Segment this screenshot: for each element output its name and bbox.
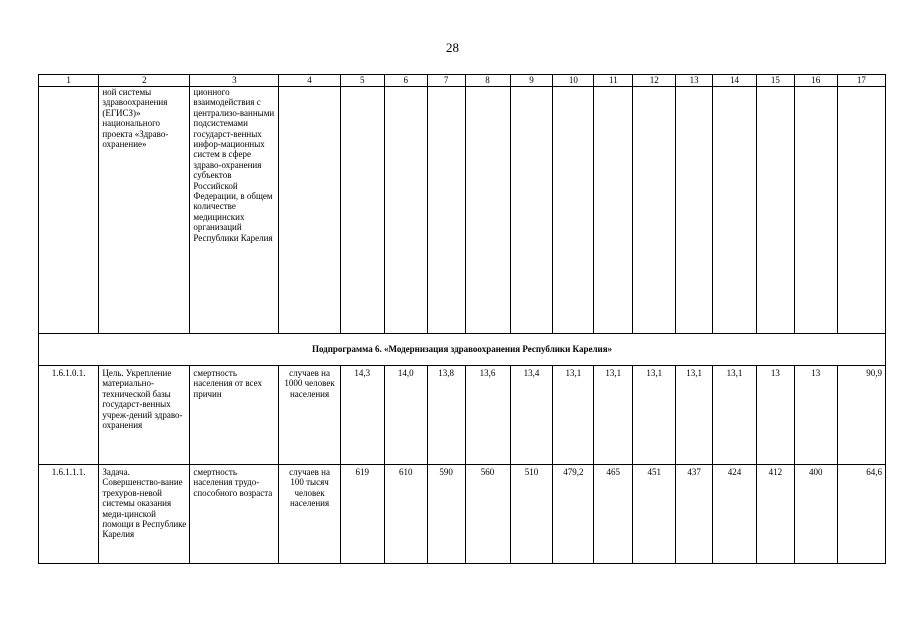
value-cell: 14,0 (384, 366, 427, 465)
header-cell: 3 (190, 75, 279, 87)
value-cell: 424 (713, 465, 757, 564)
unit-cell: случаев на 1000 человек населения (279, 366, 340, 465)
indicator-cell: смертность населения трудо-способного возраста (190, 465, 279, 564)
code-cell: 1.6.1.1.1. (39, 465, 99, 564)
total-cell: 90,9 (837, 366, 885, 465)
page-number: 28 (446, 40, 459, 55)
unit-cell: случаев на 100 тысяч человек населения (279, 465, 340, 564)
header-cell: 6 (384, 75, 427, 87)
value-cell: 13 (756, 366, 794, 465)
indicator-cell: смертность населения от всех причин (190, 366, 279, 465)
value-cell: 560 (465, 465, 510, 564)
value-cell: 400 (794, 465, 837, 564)
value-cell: 619 (340, 465, 384, 564)
code-cell (39, 87, 99, 334)
table-row (39, 87, 886, 334)
header-cell: 13 (676, 75, 713, 87)
value-cell: 412 (756, 465, 794, 564)
header-cell: 1 (39, 75, 99, 87)
goal-cell: Цель. Укрепление материально-технической базы государст-венных учреж-дений здраво-охранения (99, 366, 190, 465)
code-cell: 1.6.1.0.1. (39, 366, 99, 465)
value-cell: 13,1 (553, 366, 594, 465)
subprogram-title: Подпрограмма 6. «Модернизация здравоохранения Республики Карелия» (39, 334, 886, 366)
value-cell: 451 (633, 465, 676, 564)
value-cell: 590 (427, 465, 465, 564)
goal-cell: Задача. Совершенство-вание трехуров-невой системы оказания меди-цинской помощи в Республике Карелия (99, 465, 190, 564)
header-cell: 14 (713, 75, 757, 87)
value-cell: 14,3 (340, 366, 384, 465)
value-cell: 13 (794, 366, 837, 465)
header-cell: 15 (756, 75, 794, 87)
value-cell: 13,1 (713, 366, 757, 465)
header-cell: 10 (553, 75, 594, 87)
value-cell: 13,8 (427, 366, 465, 465)
indicator-cell: ционного взаимодействия с централизо-ванными подсистемами государст-венных инфор-мационных систем в сфере здраво-охранения субъектов Российской Федерации, в общем количестве медицинских организаций Республики Карелия (190, 87, 279, 334)
table-row (39, 465, 886, 564)
value-cell: 465 (594, 465, 633, 564)
header-cell: 11 (594, 75, 633, 87)
value-cell: 13,6 (465, 366, 510, 465)
value-cell: 437 (676, 465, 713, 564)
table-header-row (39, 75, 886, 87)
header-cell: 17 (837, 75, 885, 87)
header-cell: 4 (279, 75, 340, 87)
indicators-table (38, 74, 886, 564)
header-cell: 5 (340, 75, 384, 87)
value-cell: 610 (384, 465, 427, 564)
subprogram-row (39, 334, 886, 366)
value-cell: 510 (510, 465, 553, 564)
total-cell: 64,6 (837, 465, 885, 564)
header-cell: 12 (633, 75, 676, 87)
header-cell: 7 (427, 75, 465, 87)
header-cell: 9 (510, 75, 553, 87)
value-cell: 13,1 (633, 366, 676, 465)
value-cell: 13,1 (594, 366, 633, 465)
value-cell: 13,4 (510, 366, 553, 465)
value-cell: 13,1 (676, 366, 713, 465)
header-cell: 2 (99, 75, 190, 87)
table-row (39, 366, 886, 465)
name-cell: ной системы здравоохранения (ЕГИСЗ)» национального проекта «Здраво-охранение» (99, 87, 190, 334)
value-cell: 479,2 (553, 465, 594, 564)
header-cell: 8 (465, 75, 510, 87)
header-cell: 16 (794, 75, 837, 87)
